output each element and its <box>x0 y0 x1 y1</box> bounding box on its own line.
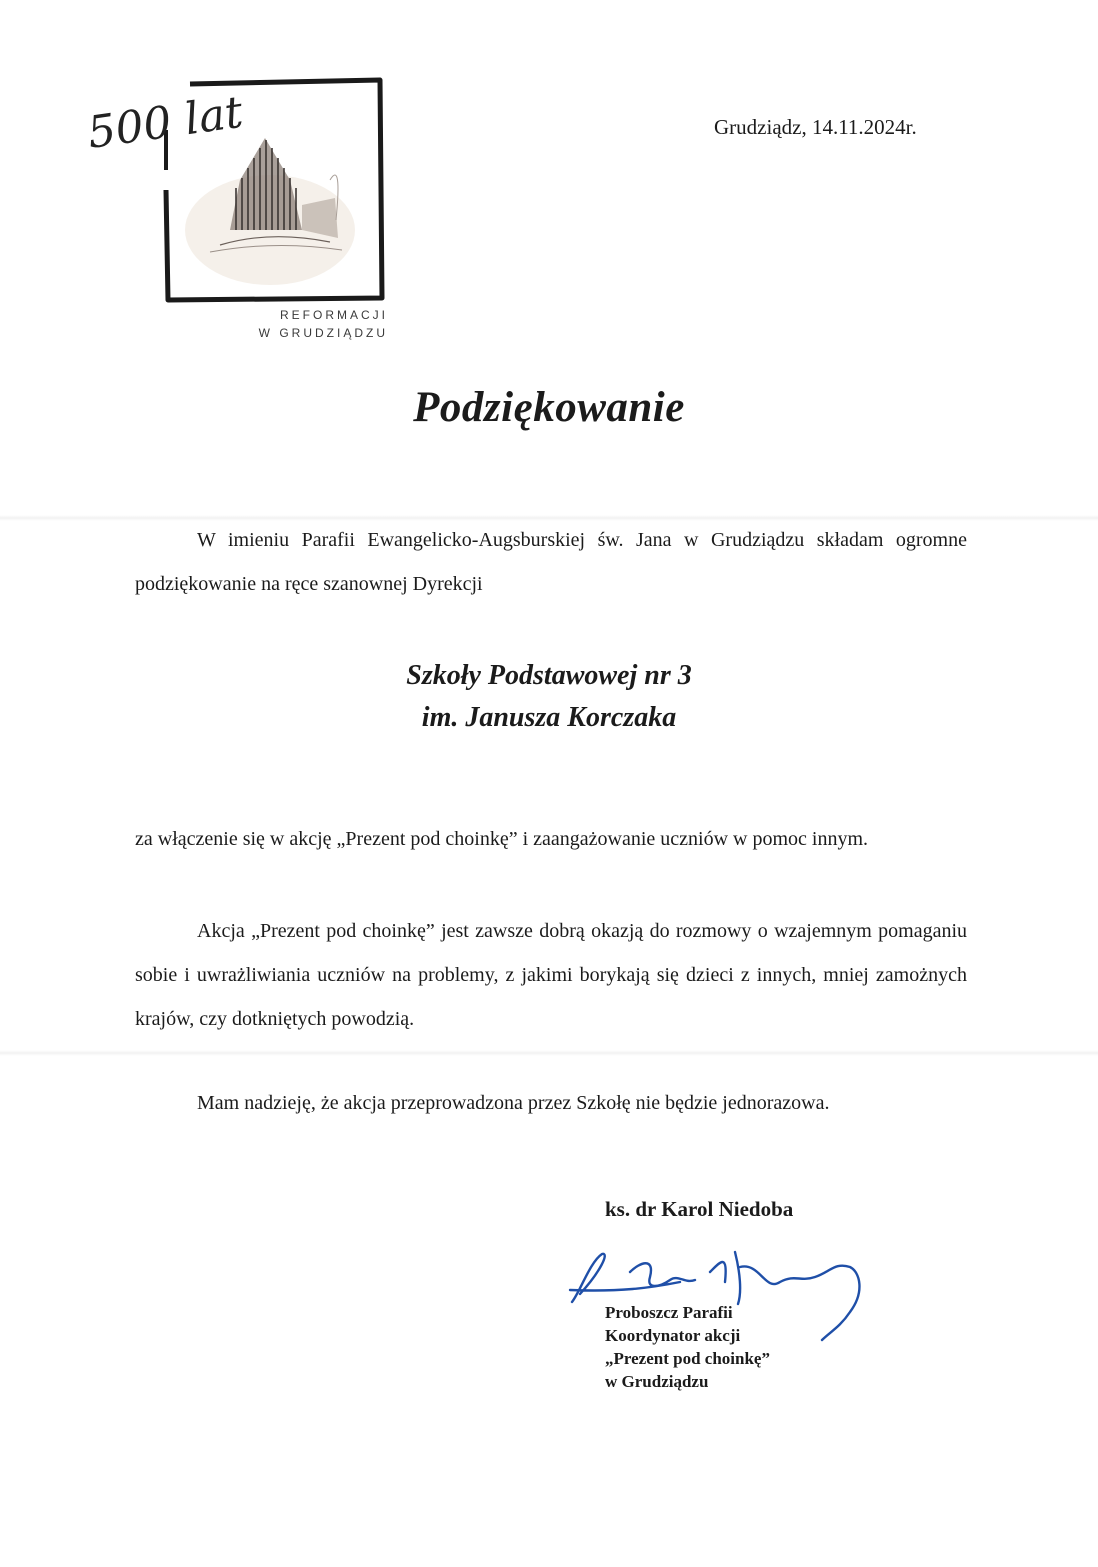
reformation-500-logo <box>80 70 400 350</box>
letter-date: Grudziądz, 14.11.2024r. <box>714 115 917 139</box>
svg-text:500 lat: 500 lat <box>84 86 246 159</box>
signer-role-line-2: Koordynator akcji <box>605 1326 741 1345</box>
signer-role-line-1: Proboszcz Parafii <box>605 1303 733 1322</box>
school-name-line-2: im. Janusza Korczaka <box>421 702 677 733</box>
paragraph-3: Akcja „Prezent pod choinkę” jest zawsze dobrą okazją do rozmowy o wzajemnym pomaganiu sobie i uwrażliwiania uczniów na problemy, z jakimi borykają się dzieci z innych, mniej zamożnych krajów, czy dotkniętych powodzią. <box>135 920 967 1030</box>
logo-text-line-1: REFORMACJI <box>280 308 388 322</box>
paragraph-4: Mam nadzieję, że akcja przeprowadzona przez Szkołę nie będzie jednorazowa. <box>197 1092 830 1114</box>
school-name-line-1: Szkoły Podstawowej nr 3 <box>406 660 692 691</box>
letter-title: Podziękowanie <box>413 384 685 431</box>
logo-text-line-2: W GRUDZIĄDZU <box>258 326 388 340</box>
signer-role-line-4: w Grudziądzu <box>605 1372 709 1391</box>
paragraph-1: W imieniu Parafii Ewangelicko-Augsburskiej św. Jana w Grudziądzu składam ogromne podziękowanie na ręce szanownej Dyrekcji <box>135 529 967 595</box>
paper-fold-line <box>0 1050 1098 1056</box>
signer-role-line-3: „Prezent pod choinkę” <box>605 1349 770 1368</box>
paragraph-2: za włączenie się w akcję „Prezent pod choinkę” i zaangażowanie uczniów w pomoc innym. <box>135 828 869 850</box>
signer-name: ks. dr Karol Niedoba <box>605 1197 794 1221</box>
